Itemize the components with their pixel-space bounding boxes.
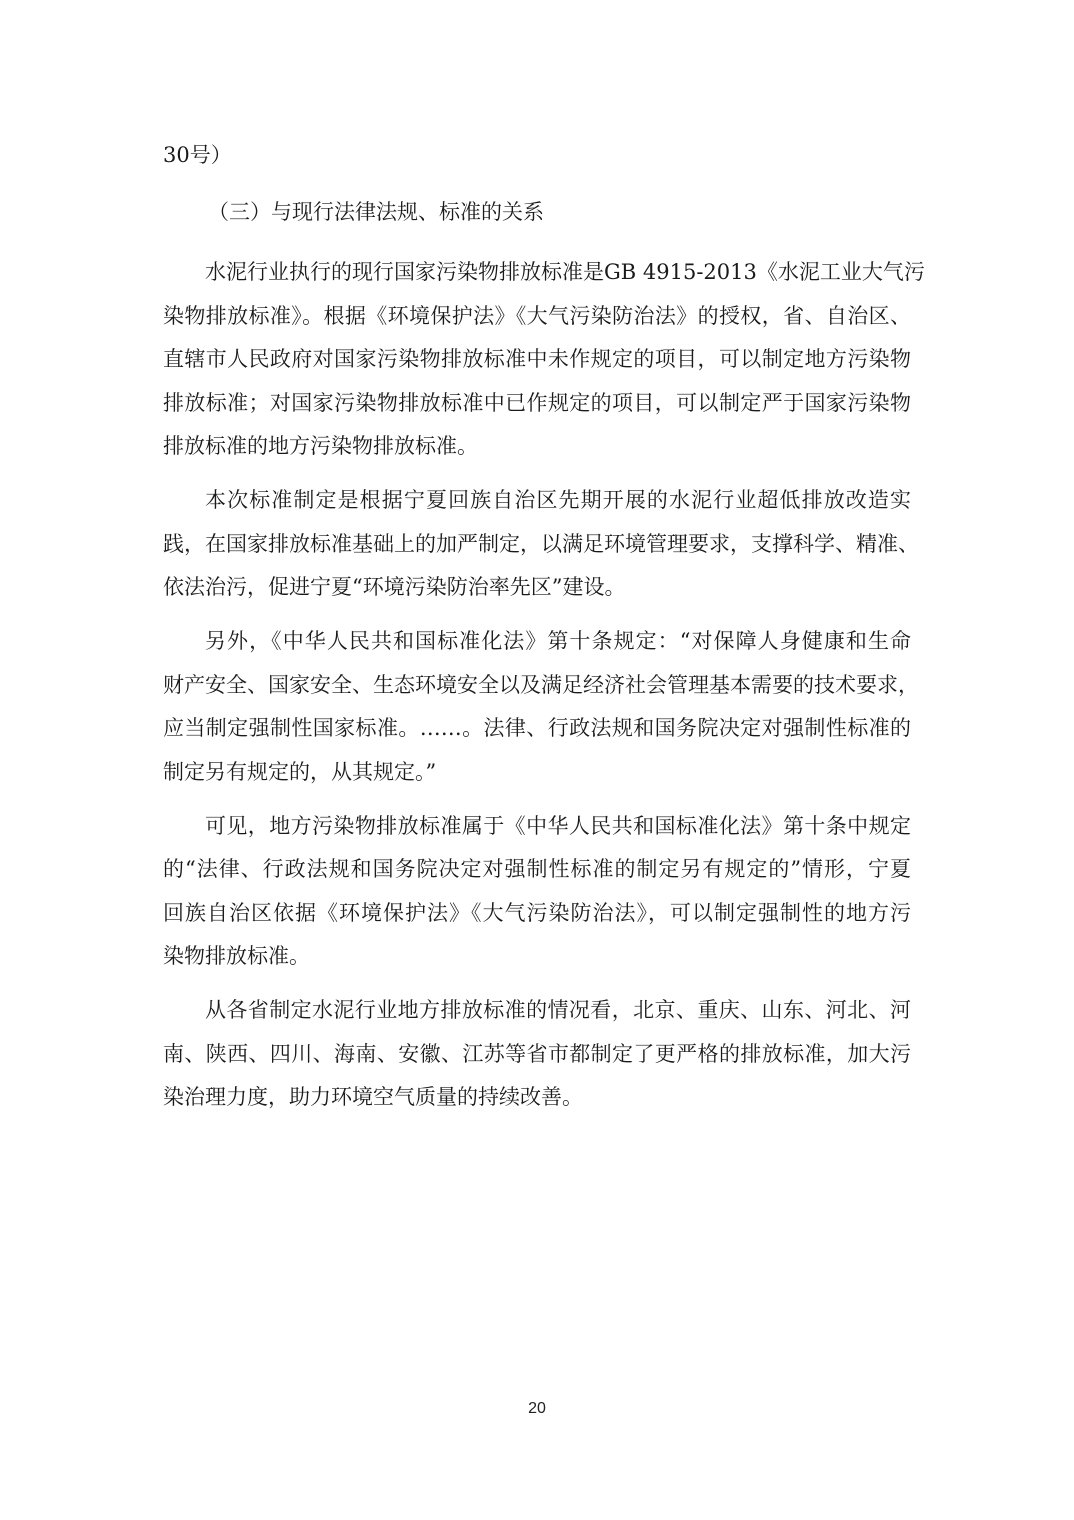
paragraph-line: 回族自治区依据《环境保护法》《大气污染防治法》，可以制定强制性的地方污 <box>163 901 911 925</box>
paragraph-line: 依法治污，促进宁夏“环境污染防治率先区”建设。 <box>163 575 626 599</box>
paragraph-line: 的“法律、行政法规和国务院决定对强制性标准的制定另有规定的”情形，宁夏 <box>163 857 911 881</box>
paragraph-line: 直辖市人民政府对国家污染物排放标准中未作规定的项目，可以制定地方污染物 <box>163 347 911 371</box>
paragraph-line: 财产安全、国家安全、生态环境安全以及满足经济社会管理基本需要的技术要求， <box>163 673 919 697</box>
paragraph-line: 染物排放标准。 <box>163 944 310 968</box>
paragraph-line: 染治理力度，助力环境空气质量的持续改善。 <box>163 1085 583 1109</box>
paragraph-line: 应当制定强制性国家标准。……。法律、行政法规和国务院决定对强制性标准的 <box>163 716 911 740</box>
paragraph-line: 水泥行业执行的现行国家污染物排放标准是GB 4915-2013《水泥工业大气污 <box>205 260 925 284</box>
paragraph-line: 可见，地方污染物排放标准属于《中华人民共和国标准化法》第十条中规定 <box>205 814 911 838</box>
paragraph-line: 本次标准制定是根据宁夏回族自治区先期开展的水泥行业超低排放改造实 <box>205 488 911 512</box>
paragraph-line: 排放标准；对国家污染物排放标准中已作规定的项目，可以制定严于国家污染物 <box>163 391 911 415</box>
section-heading: （三）与现行法律法规、标准的关系 <box>208 200 544 224</box>
paragraph-line: 染物排放标准》。根据《环境保护法》《大气污染防治法》的授权，省、自治区、 <box>163 304 911 328</box>
paragraph-line: 排放标准的地方污染物排放标准。 <box>163 434 478 458</box>
page-number: 20 <box>528 1400 546 1417</box>
carryover-line: 30号） <box>163 143 232 167</box>
paragraph-line: 从各省制定水泥行业地方排放标准的情况看，北京、重庆、山东、河北、河 <box>205 998 911 1022</box>
paragraph-line: 另外，《中华人民共和国标准化法》第十条规定：“对保障人身健康和生命 <box>205 629 911 653</box>
paragraph-line: 制定另有规定的，从其规定。” <box>163 760 437 784</box>
paragraph-line: 践，在国家排放标准基础上的加严制定，以满足环境管理要求，支撑科学、精准、 <box>163 532 919 556</box>
paragraph-line: 南、陕西、四川、海南、安徽、江苏等省市都制定了更严格的排放标准，加大污 <box>163 1042 911 1066</box>
